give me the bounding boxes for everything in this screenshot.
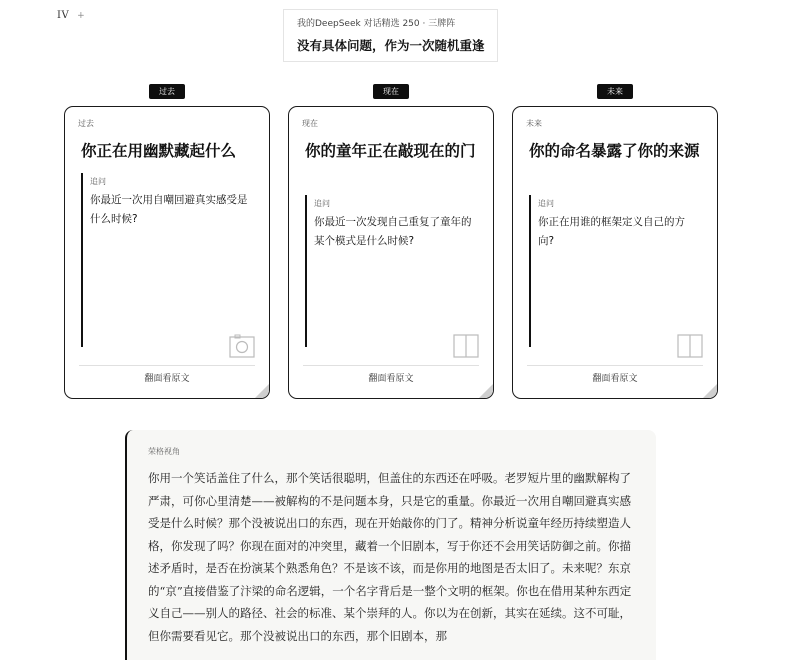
- page-fold: [702, 383, 718, 399]
- follow-up-quote: [81, 173, 251, 347]
- page-fold: [478, 383, 494, 399]
- open-book-icon: [453, 334, 479, 358]
- flip-card-button[interactable]: 翻面看原文: [368, 374, 414, 384]
- flip-card-button[interactable]: 翻面看原文: [592, 374, 638, 384]
- card-title: 你的童年正在敲现在的门: [305, 141, 476, 160]
- card-label: 未来: [526, 119, 542, 128]
- follow-up-quote: [529, 195, 699, 347]
- quote-label: 追问: [538, 199, 554, 208]
- card-title: 你正在用幽默藏起什么: [81, 141, 237, 160]
- tag-present: 现在: [373, 84, 409, 99]
- flip-card-button[interactable]: 翻面看原文: [144, 374, 190, 384]
- quote-label: 追问: [314, 199, 330, 208]
- card-divider: [79, 365, 255, 366]
- tag-past: 过去: [149, 84, 185, 99]
- card-label: 现在: [302, 119, 318, 128]
- tag-future: 未来: [597, 84, 633, 99]
- card-label: 过去: [78, 119, 94, 128]
- roman-numeral: IV: [57, 10, 70, 21]
- panel-label: 荣格视角: [148, 447, 180, 456]
- card-divider: [303, 365, 479, 366]
- quote-label: 追问: [90, 177, 106, 186]
- reading-header: [283, 9, 498, 62]
- card-divider: [527, 365, 703, 366]
- quote-text: 你正在用谁的框架定义自己的方向?: [538, 216, 685, 247]
- tarot-card-future[interactable]: [512, 106, 718, 399]
- quote-text: 你最近一次用自嘲回避真实感受是什么时候?: [90, 194, 248, 225]
- tarot-card-present[interactable]: [288, 106, 494, 399]
- quote-text: 你最近一次发现自己重复了童年的某个模式是什么时候?: [314, 216, 472, 247]
- photo-frame-icon: [229, 334, 255, 358]
- tarot-card-past[interactable]: [64, 106, 270, 399]
- open-book-icon: [677, 334, 703, 358]
- header-title: 没有具体问题，作为一次随机重逢: [297, 38, 485, 53]
- page-fold: [254, 383, 270, 399]
- interpretation-text: 你用一个笑话盖住了什么，那个笑话很聪明，但盖住的东西还在呼吸。老罗短片里的幽默解构了严肃，可你心里清楚——被解构的不是问题本身，只是它的重量。你最近一次用自嘲回避真实感受是什么时候？那个没被说出口的东西，现在开始敲你的门了。精神分析说童年经历持续塑造人格，你发现了吗？你现在面对的冲突里，藏着一个旧剧本，写于你还不会用笑话防御之前。你描述矛盾时，是否在扮演某个熟悉角色？不是该不该，而是你用的地图是否太旧了。未来呢？东京的“京”直接借鉴了汴梁的命名逻辑，一个名字背后是一整个文明的框架。你也在借用某种东西定义自己——别人的路径、社会的标准、某个崇拜的人。你以为在创新，其实在延续。这不可耻，但你需要看见它。那个没被说出口的东西，那个旧剧本，那: [148, 471, 632, 643]
- header-subtitle: 我的DeepSeek 对话精选 250 · 三牌阵: [297, 19, 456, 29]
- interpretation-panel: [125, 430, 656, 660]
- card-title: 你的命名暴露了你的来源: [529, 141, 700, 160]
- follow-up-quote: [305, 195, 475, 347]
- plus-icon: +: [77, 11, 86, 21]
- corner-marker: [57, 10, 85, 21]
